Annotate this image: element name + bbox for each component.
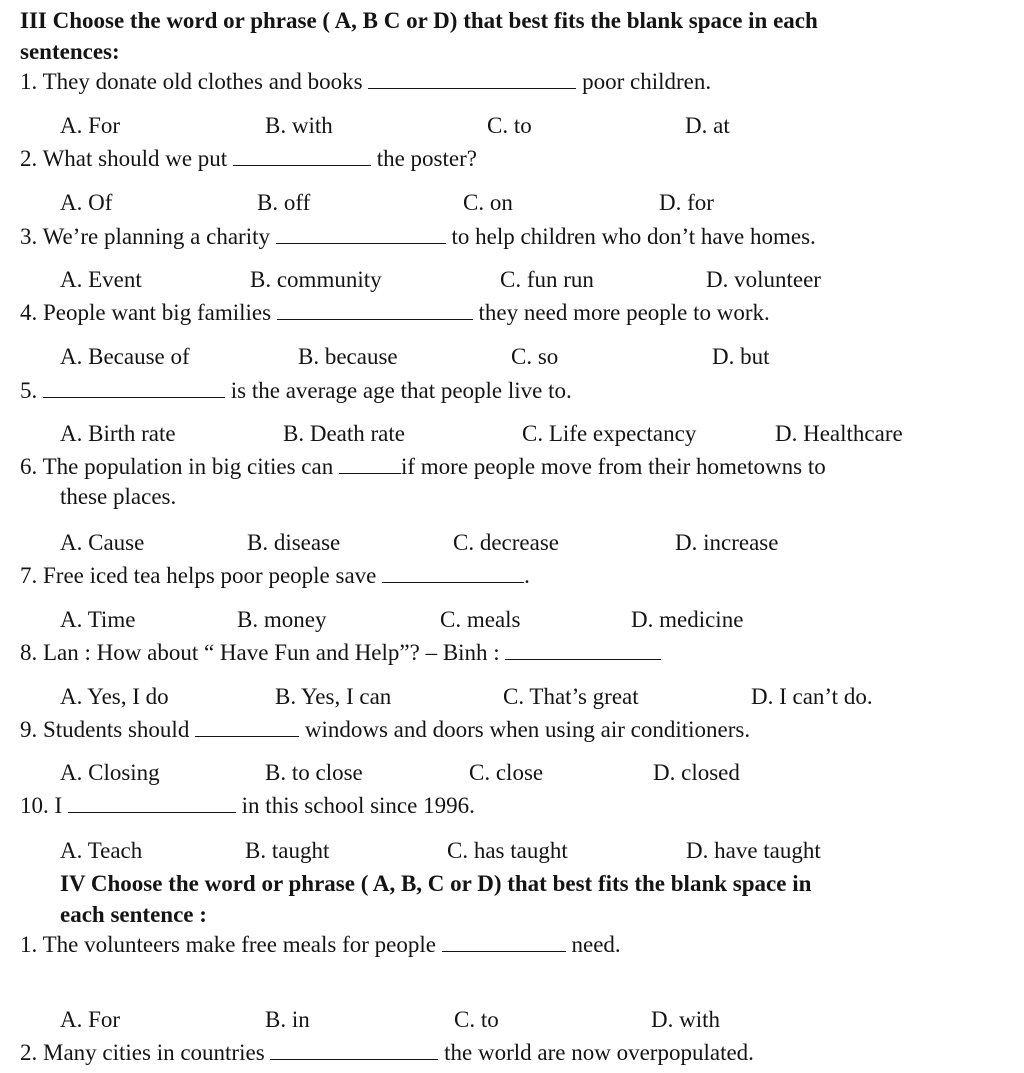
question-text: Free iced tea helps poor people save (43, 563, 377, 588)
question-2 (20, 144, 477, 174)
option-a[interactable]: A. Cause (60, 530, 145, 555)
question-text-after: poor children. (582, 69, 712, 94)
answer-blank[interactable] (68, 793, 236, 813)
question-text: The volunteers make free meals for people (42, 932, 436, 957)
option-c[interactable]: C. to (454, 1007, 499, 1032)
option-b[interactable]: B. Death rate (283, 421, 405, 446)
option-d[interactable]: D. I can’t do. (751, 684, 873, 709)
option-c[interactable]: C. close (469, 760, 544, 785)
question-text-after: the poster? (376, 146, 477, 171)
option-b[interactable]: B. money (237, 607, 327, 632)
answer-blank[interactable] (233, 146, 371, 166)
option-d[interactable]: D. medicine (631, 607, 744, 632)
option-d[interactable]: D. for (659, 190, 714, 215)
question-text-after: they need more people to work. (478, 300, 770, 325)
option-d[interactable]: D. volunteer (706, 267, 821, 292)
question-6 (20, 452, 826, 482)
answer-blank[interactable] (43, 378, 225, 398)
option-b[interactable]: B. in (265, 1007, 310, 1032)
option-b[interactable]: B. taught (245, 838, 330, 863)
option-a[interactable]: A. For (60, 113, 121, 138)
option-b[interactable]: B. off (257, 190, 311, 215)
question-7 (20, 561, 530, 591)
answer-blank[interactable] (270, 1040, 438, 1060)
question-number: 2. (20, 146, 38, 171)
question-number: 1. (20, 69, 38, 94)
question-text: We’re planning a charity (42, 224, 270, 249)
option-c[interactable]: C. That’s great (503, 684, 639, 709)
option-c[interactable]: C. has taught (447, 838, 568, 863)
section-3-heading-line-1: III Choose the word or phrase ( A, B C or D) that best fits the blank space in each (20, 8, 818, 33)
option-d[interactable]: D. at (685, 113, 730, 138)
section-4-question-2 (20, 1038, 754, 1068)
question-5 (20, 376, 572, 406)
question-text: I (54, 793, 63, 818)
question-text-after: need. (571, 932, 621, 957)
option-c[interactable]: C. so (511, 344, 559, 369)
answer-blank[interactable] (339, 454, 401, 474)
question-text-after: to help children who don’t have homes. (451, 224, 816, 249)
question-10 (20, 791, 475, 821)
option-b[interactable]: B. because (298, 344, 398, 369)
option-a[interactable]: A. Time (60, 607, 136, 632)
question-number: 5. (20, 378, 38, 403)
section-4-question-1 (20, 930, 621, 960)
option-a[interactable]: A. Event (60, 267, 142, 292)
option-d[interactable]: D. have taught (686, 838, 821, 863)
option-b[interactable]: B. disease (247, 530, 341, 555)
question-text-after: . (524, 563, 530, 588)
option-a[interactable]: A. Closing (60, 760, 160, 785)
question-number: 1. (20, 932, 38, 957)
question-9 (20, 715, 750, 745)
option-b[interactable]: B. to close (265, 760, 363, 785)
option-c[interactable]: C. meals (440, 607, 521, 632)
option-d[interactable]: D. Healthcare (775, 421, 903, 446)
question-number: 4. (20, 300, 38, 325)
option-a[interactable]: A. For (60, 1007, 121, 1032)
question-text: Lan : How about “ Have Fun and Help”? – Binh : (43, 640, 500, 665)
section-3-heading-line-2: sentences: (20, 39, 120, 64)
question-text: They donate old clothes and books (42, 69, 363, 94)
question-6-continuation: these places. (60, 484, 177, 509)
answer-blank[interactable] (277, 300, 473, 320)
question-text-after: if more people move from their hometowns to (400, 454, 826, 479)
question-text: People want big families (43, 300, 272, 325)
question-text-after: windows and doors when using air conditioners. (304, 717, 751, 742)
question-text: What should we put (42, 146, 228, 171)
option-c[interactable]: C. to (487, 113, 532, 138)
option-d[interactable]: D. but (712, 344, 770, 369)
option-a[interactable]: A. Teach (60, 838, 143, 863)
option-b[interactable]: B. Yes, I can (275, 684, 392, 709)
question-text-after: the world are now overpopulated. (444, 1040, 754, 1065)
section-4-heading-line-1: IV Choose the word or phrase ( A, B, C or D) that best fits the blank space in (60, 871, 812, 896)
answer-blank[interactable] (195, 717, 299, 737)
option-a[interactable]: A. Of (60, 190, 113, 215)
question-1 (20, 67, 711, 97)
answer-blank[interactable] (382, 563, 524, 583)
answer-blank[interactable] (442, 932, 566, 952)
option-c[interactable]: C. decrease (453, 530, 559, 555)
option-d[interactable]: D. increase (675, 530, 779, 555)
question-number: 7. (20, 563, 38, 588)
answer-blank[interactable] (276, 224, 446, 244)
question-number: 8. (20, 640, 38, 665)
question-4 (20, 298, 770, 328)
section-4-heading-line-2: each sentence : (60, 902, 207, 927)
question-text: The population in big cities can (42, 454, 334, 479)
answer-blank[interactable] (368, 69, 576, 89)
question-8 (20, 638, 661, 668)
option-c[interactable]: C. on (463, 190, 513, 215)
question-text: Students should (43, 717, 190, 742)
option-a[interactable]: A. Because of (60, 344, 190, 369)
option-a[interactable]: A. Birth rate (60, 421, 176, 446)
option-b[interactable]: B. with (265, 113, 333, 138)
option-c[interactable]: C. Life expectancy (522, 421, 697, 446)
question-number: 6. (20, 454, 38, 479)
question-text-after: in this school since 1996. (241, 793, 475, 818)
question-text-after: is the average age that people live to. (230, 378, 572, 403)
answer-blank[interactable] (505, 640, 661, 660)
option-b[interactable]: B. community (250, 267, 382, 292)
option-d[interactable]: D. with (651, 1007, 720, 1032)
question-number: 3. (20, 224, 38, 249)
option-a[interactable]: A. Yes, I do (60, 684, 169, 709)
question-number: 2. (20, 1040, 38, 1065)
option-d[interactable]: D. closed (653, 760, 740, 785)
question-number: 9. (20, 717, 38, 742)
question-number: 10. (20, 793, 49, 818)
option-c[interactable]: C. fun run (500, 267, 594, 292)
question-text: Many cities in countries (43, 1040, 265, 1065)
question-3 (20, 222, 816, 252)
